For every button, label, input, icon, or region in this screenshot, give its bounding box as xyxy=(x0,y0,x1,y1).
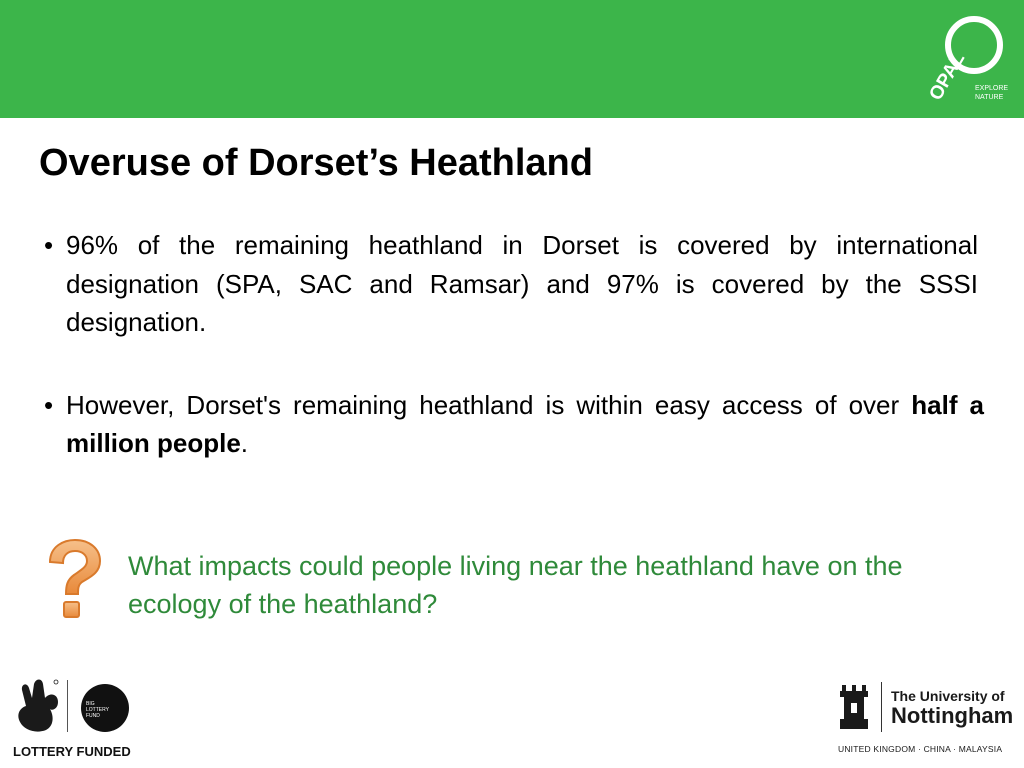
crossed-fingers-icon xyxy=(18,680,58,732)
badge-line-3: FUND xyxy=(86,713,100,719)
university-divider xyxy=(881,682,882,732)
question-mark-icon xyxy=(42,538,104,624)
opal-wordmark: OPAL xyxy=(925,49,970,105)
university-name-line-1: The University of xyxy=(891,688,1005,704)
badge-line-1: BIG xyxy=(86,701,95,707)
bullet-text: However, Dorset's remaining heathland is within easy access of over xyxy=(66,389,912,420)
bullet-text-end: . xyxy=(240,428,249,458)
discussion-question: What impacts could people living near the heathland have on the ecology of the heathland? xyxy=(128,551,903,619)
bullet-marker: • xyxy=(44,389,54,420)
opal-tagline-1: EXPLORE xyxy=(975,85,1009,92)
opal-tagline xyxy=(975,84,1008,102)
bullet-item-access xyxy=(44,386,984,463)
bullet-emphasis: half a million people xyxy=(66,389,984,458)
university-name-line-2: Nottingham xyxy=(891,703,1014,728)
university-locations: UNITED KINGDOM · CHINA · MALAYSIA xyxy=(838,744,1003,754)
header-bar xyxy=(0,0,1024,118)
university-name xyxy=(891,688,1013,728)
bullet-list xyxy=(44,226,984,463)
bullet-text: 96% of the remaining heathland in Dorset is covered by international designation (SPA, SAC and Ramsar) and 97% is covered by the SSSI designation. xyxy=(66,230,978,337)
badge-line-2: LOTTERY xyxy=(86,707,109,713)
lottery-funded-label: LOTTERY FUNDED xyxy=(13,744,131,759)
big-lottery-badge-text xyxy=(86,701,109,719)
bullet-item-designation xyxy=(44,226,978,342)
opal-tagline-2: NATURE xyxy=(975,94,1004,101)
slide-title: Overuse of Dorset’s Heathland xyxy=(39,142,593,184)
bullet-marker: • xyxy=(44,230,54,260)
lottery-logo xyxy=(12,676,136,736)
university-crest-icon xyxy=(836,683,872,733)
